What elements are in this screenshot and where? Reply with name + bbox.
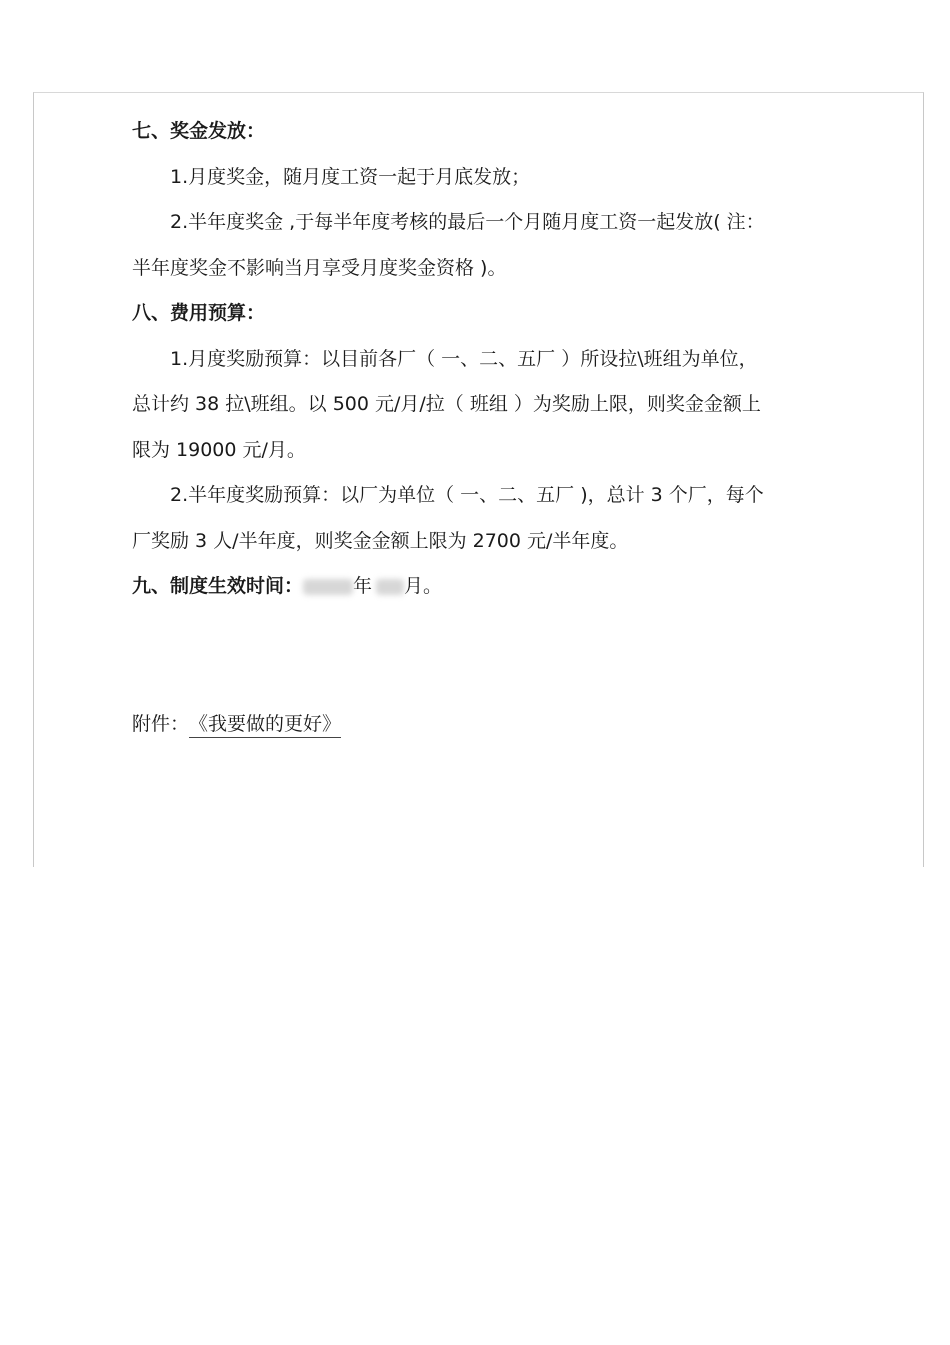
attachment-title: 《我要做的更好》 [189,713,341,738]
section-8-heading: 八、费用预算： [132,302,266,324]
attachment-line [132,713,802,738]
section-8-item-2-line-2: 厂奖励 3 人/半年度，则奖金金额上限为 2700 元/半年度。 [132,530,629,552]
section-9-line [132,575,802,598]
section-8-item-1-line-3: 限为 19000 元/月。 [132,439,306,461]
month-label: 月。 [404,575,443,597]
attachment-label: 附件： [132,713,190,735]
page-frame [33,92,924,867]
section-8-item-1-line-1: 1.月度奖励预算：以目前各厂（ 一、二、五厂 ）所设拉\班组为单位， [170,348,758,370]
section-8-item-2-line-1: 2.半年度奖励预算：以厂为单位（ 一、二、五厂 )，总计 3 个厂，每个 [170,484,764,506]
redacted-month [376,579,404,595]
year-label: 年 [353,575,373,597]
section-7-item-1: 1.月度奖金，随月度工资一起于月底发放； [170,166,531,188]
section-7-item-2-line-1: 2.半年度奖金 ,于每半年度考核的最后一个月随月度工资一起发放( 注： [170,211,765,233]
section-8-item-1-line-2: 总计约 38 拉\班组。以 500 元/月/拉（ 班组 ）为奖励上限，则奖金金额上 [132,393,761,415]
section-7-heading: 七、奖金发放： [132,120,266,142]
section-7-item-2-line-2: 半年度奖金不影响当月享受月度奖金资格 )。 [132,257,507,279]
redacted-year [303,579,353,595]
section-9-heading: 九、制度生效时间： [132,575,304,597]
